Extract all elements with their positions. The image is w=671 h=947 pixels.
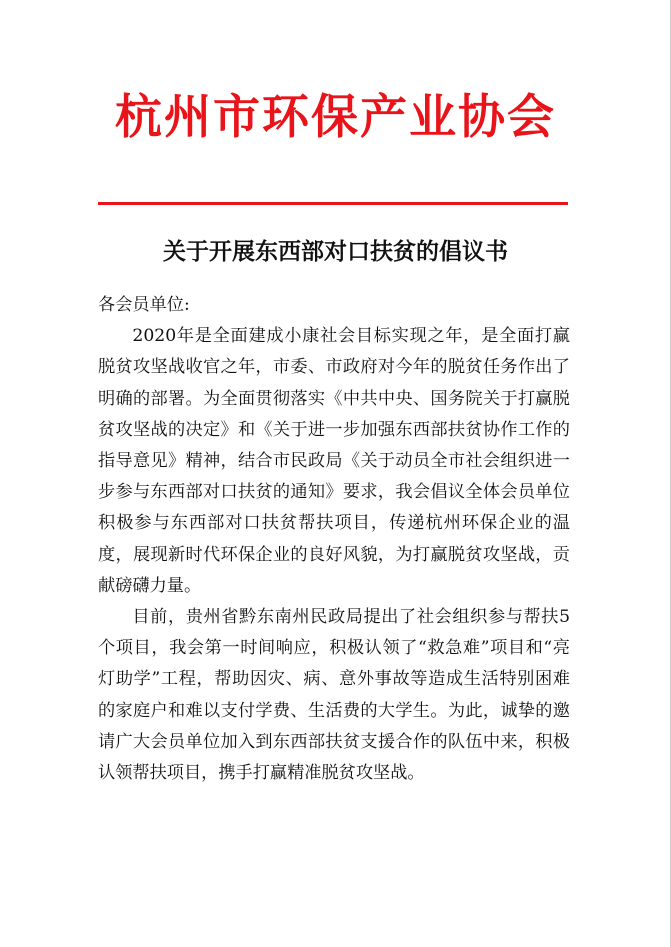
body-paragraph-1: 2020年是全面建成小康社会目标实现之年，是全面打赢脱贫攻坚战收官之年，市委、市政府对今年的脱贫任务作出了明确的部署。为全面贯彻落实《中共中央、国务院关于打赢脱贫攻坚战的决定》和《关于进一步加强东西部扶贫协作工作的指导意见》精神，结合市民政局《关于动员全市社会组织进一步参与东西部对口扶贫的通知》要求，我会倡议全体会员单位积极参与东西部对口扶贫帮扶项目，传递杭州环保企业的温度，展现新时代环保企业的良好风貌，为打赢脱贫攻坚战，贡献磅礴力量。	[98, 326, 570, 596]
letterhead-org-name: 杭州市环保产业协会	[115, 90, 556, 145]
document-body	[98, 290, 570, 789]
salutation: 各会员单位:	[98, 295, 190, 315]
letterhead-divider	[98, 202, 568, 205]
body-paragraph-2: 目前，贵州省黔东南州民政局提出了社会组织参与帮扶5个项目，我会第一时间响应，积极认领了“救急难”项目和“亮灯助学”工程，帮助因灾、病、意外事故等造成生活特别困难的家庭户和难以支付学费、生活费的大学生。为此，诚挚的邀请广大会员单位加入到东西部扶贫支援合作的队伍中来，积极认领帮扶项目，携手打赢精准脱贫攻坚战。	[98, 607, 570, 784]
document-title: 关于开展东西部对口扶贫的倡议书	[163, 238, 508, 265]
